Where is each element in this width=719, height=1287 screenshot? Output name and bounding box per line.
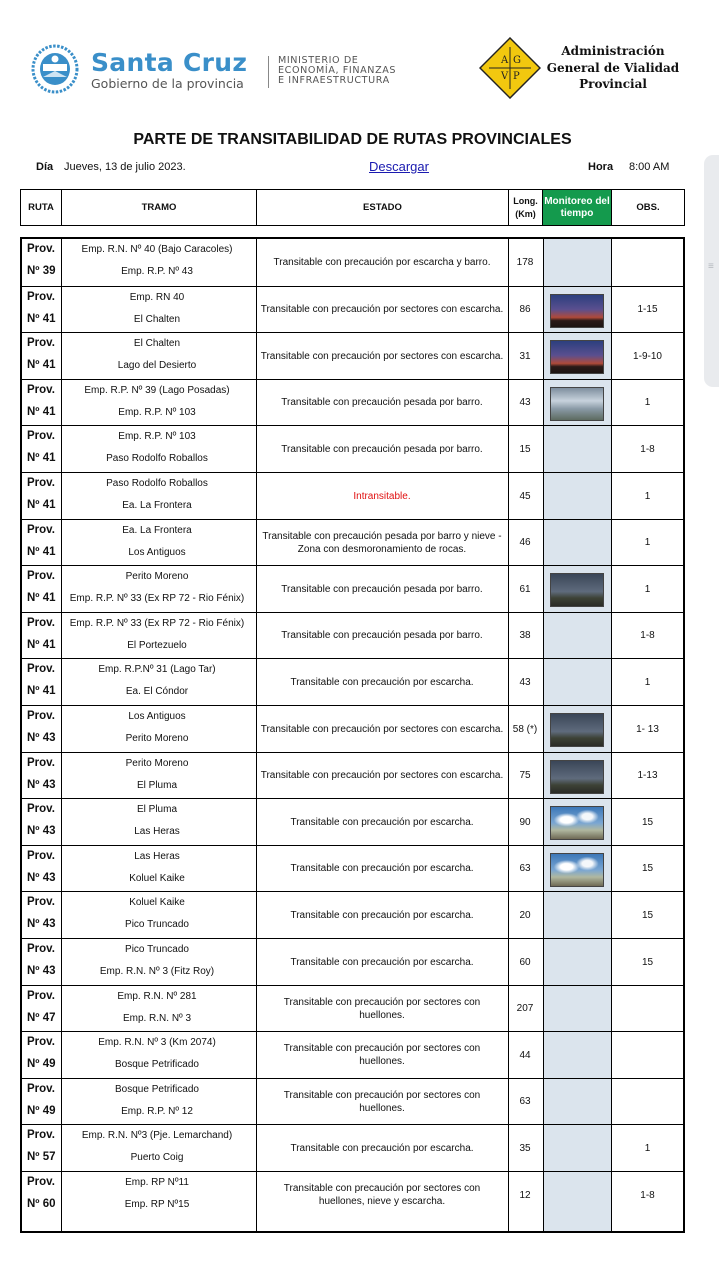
table-row [22,891,683,938]
table-row [22,798,683,845]
weather-camera-thumbnail[interactable] [550,806,604,840]
segment-to: Emp. R.P. Nº 43 [121,266,193,277]
route-length: 44 [519,1049,531,1061]
table-row [22,472,683,519]
route-number: Nº 43 [27,778,56,791]
route-observations [612,239,683,285]
segment-to: Pico Truncado [125,919,189,931]
segment-to: Los Antiguos [128,546,186,558]
segment-to: Ea. El Cóndor [125,686,189,698]
segment-from: Koluel Kaike [129,897,185,909]
segment-from: Emp. R.N. Nº 3 (Km 2074) [98,1037,216,1049]
route-length: 61 [519,583,531,595]
route-status: Transitable con precaución por sectores con escarcha. [260,770,504,782]
route-number: Nº 47 [27,1011,56,1024]
route-number: Nº 41 [27,499,56,511]
grip-icon: ≡ [708,261,714,272]
segment-from: Emp. R.P. Nº 39 (Lago Posadas) [84,384,230,396]
route-length: 86 [519,304,531,316]
col-header-monitoreo [542,189,612,226]
segment-from: Las Heras [134,850,180,862]
route-status: Transitable con precaución por escarcha. [290,1142,474,1154]
col-header-long-line: Long. [513,195,538,206]
download-link[interactable]: Descargar [369,159,429,174]
route-length: 43 [519,397,531,409]
col-header-tramo: TRAMO [61,189,257,226]
agency-line: Administración [561,44,665,58]
route-status: Transitable con precaución pesada por barro. [281,397,483,409]
route-length: 12 [519,1189,531,1201]
route-number: Nº 41 [27,638,56,651]
table-row [22,565,683,612]
route-observations [612,1032,683,1078]
segment-to: Puerto Coig [130,1152,184,1164]
route-number: Nº 41 [27,405,56,418]
table-row [22,658,683,705]
segment-from: Emp. R.P. Nº 103 [118,431,196,443]
route-number: Nº 41 [27,312,56,325]
route-observations: 1-9-10 [633,350,662,362]
route-prov: Prov. [27,243,55,255]
col-header-ruta: RUTA [20,189,62,226]
segment-from: Emp. R.N. Nº 281 [117,990,197,1002]
route-prov: Prov. [27,896,55,909]
table-row [22,425,683,472]
route-prov: Prov. [27,803,55,816]
weather-camera-thumbnail[interactable] [550,760,604,794]
weather-camera-thumbnail[interactable] [550,387,604,421]
route-number: Nº 43 [27,918,56,931]
route-number: Nº 41 [27,592,56,605]
route-observations [612,1079,683,1125]
header-divider [268,56,269,88]
route-prov: Prov. [27,1176,55,1188]
route-observations: 15 [641,909,654,921]
segment-to: Lago del Desierto [117,360,197,372]
ministry-line: E INFRAESTRUCTURA [278,75,390,86]
route-length: 178 [516,256,534,268]
table-row [22,752,683,799]
route-length: 31 [519,350,531,362]
day-label: Día [36,161,54,173]
segment-from: Los Antiguos [128,711,186,722]
segment-to: Emp. R.N. Nº 3 [122,1012,192,1024]
route-status: Transitable con precaución por escarcha y barro. [273,256,491,268]
ministry-line: MINISTERIO DE [278,55,359,66]
route-number: Nº 43 [27,732,56,744]
segment-from: Emp. R.P. Nº 33 (Ex RP 72 - Rio Fénix) [69,617,245,629]
route-status: Transitable con precaución por escarcha. [290,676,474,688]
segment-from: Emp. R.P.Nº 31 (Lago Tar) [98,664,216,676]
route-observations: 1 [644,397,651,409]
agvp-letter: V [501,71,509,82]
route-number: Nº 43 [27,825,56,838]
route-length: 75 [519,770,531,782]
route-length: 60 [519,956,531,968]
route-prov: Prov. [27,710,55,722]
route-number: Nº 60 [27,1198,56,1210]
route-status: Transitable con precaución por escarcha. [290,816,474,828]
col-header-monitoreo-line: tiempo [560,207,594,219]
table-row [22,938,683,985]
weather-camera-thumbnail[interactable] [550,294,604,328]
route-prov: Prov. [27,570,55,583]
route-prov: Prov. [27,477,55,489]
ministry-line: ECONOMÍA, FINANZAS [278,65,397,76]
segment-from: Perito Moreno [125,571,189,583]
route-observations: 1-8 [640,443,655,455]
route-prov: Prov. [27,290,55,303]
route-status: Transitable con precaución pesada por barro y nieve - Zona con desmoronamiento de rocas. [262,530,502,555]
route-status: Transitable con precaución pesada por barro. [281,443,483,455]
weather-camera-thumbnail[interactable] [550,713,604,747]
route-observations: 1 [644,583,651,595]
report-title: PARTE DE TRANSITABILIDAD DE RUTAS PROVINCIALES [133,131,572,148]
col-header-obs: OBS. [611,189,685,226]
segment-from: Ea. La Frontera [122,524,192,536]
route-prov: Prov. [27,756,55,769]
route-status: Transitable con precaución por escarcha. [290,956,474,968]
route-number: Nº 41 [27,545,56,558]
route-prov: Prov. [27,663,55,676]
segment-to: El Portezuelo [127,639,187,651]
segment-to: Ea. La Frontera [122,500,192,511]
org-subtitle: Gobierno de la provincia [91,76,244,91]
table-row [22,379,683,426]
route-length: 207 [516,1003,534,1015]
route-number: Nº 41 [27,452,56,465]
day-value: Jueves, 13 de julio 2023. [64,161,186,173]
route-status: Transitable con precaución por sectores con huellones. [283,1043,481,1068]
route-prov: Prov. [27,1129,55,1142]
route-observations [612,986,683,1032]
route-observations: 1-8 [640,630,655,642]
route-status: Transitable con precaución pesada por barro. [281,583,483,595]
segment-from: Bosque Petrificado [115,1083,199,1095]
route-status: Transitable con precaución por sectores con escarcha. [260,304,504,316]
agency-line: Provincial [579,77,647,91]
route-prov: Prov. [27,383,55,396]
route-length: 43 [519,676,531,688]
table-row [22,985,683,1032]
segment-from: Emp. R.N. Nº 40 (Bajo Caracoles) [81,244,233,255]
route-observations: 15 [641,816,654,828]
col-header-monitoreo-line: Monitoreo del [544,195,610,207]
segment-from: Perito Moreno [125,757,189,769]
table-row [22,1124,683,1171]
route-status: Transitable con precaución por sectores con escarcha. [260,723,504,735]
agvp-letter: A [501,55,509,66]
santa-cruz-emblem-icon [31,44,79,94]
route-status: Transitable con precaución por escarcha. [290,863,474,875]
route-length: 15 [519,443,531,455]
route-observations: 1 [644,490,651,502]
table-row [22,332,683,379]
table-row [22,1031,683,1078]
col-header-estado: ESTADO [256,189,509,226]
table-row [22,1171,683,1218]
route-observations: 1 [644,676,651,688]
route-observations: 1-15 [637,304,658,316]
route-observations: 1-13 [637,770,658,782]
route-length: 35 [519,1142,531,1154]
col-header-long-line: (Km) [515,208,536,219]
segment-from: El Chalten [133,338,181,350]
segment-to: Emp. R.P. Nº 12 [121,1105,193,1117]
route-status: Transitable con precaución por escarcha. [290,909,474,921]
segment-to: El Chalten [133,313,181,325]
segment-to: Emp. R.P. Nº 33 (Ex RP 72 - Rio Fénix) [69,593,245,605]
table-row [22,286,683,333]
agvp-logo-icon [479,37,541,99]
route-number: Nº 41 [27,359,56,372]
agency-name [544,43,682,93]
route-status: Transitable con precaución por sectores con huellones. [283,1089,481,1114]
table-row [22,845,683,892]
hour-value: 8:00 AM [629,161,670,173]
route-number: Nº 49 [27,1104,56,1117]
route-status: Transitable con precaución por sectores con huellones. [283,996,481,1021]
route-number: Nº 57 [27,1151,56,1164]
table-row [22,612,683,659]
route-observations: 15 [641,863,654,875]
route-number: Nº 41 [27,685,56,698]
route-length: 38 [519,630,531,642]
segment-to: Bosque Petrificado [115,1059,199,1071]
route-length: 46 [519,537,531,549]
route-length: 90 [519,816,531,828]
segment-to: Perito Moreno [125,733,189,744]
segment-to: Emp. R.P. Nº 103 [118,406,196,418]
segment-from: Pico Truncado [125,944,189,955]
table-row [22,519,683,566]
route-status: Transitable con precaución por sectores con huellones, nieve y escarcha. [283,1183,481,1207]
segment-from: Emp. RP Nº11 [125,1177,189,1188]
route-prov: Prov. [27,337,55,350]
route-length: 58 (*) [512,723,538,735]
route-status: Intransitable. [353,490,411,502]
segment-to: El Pluma [136,779,177,791]
weather-camera-thumbnail[interactable] [550,340,604,374]
hour-label: Hora [588,161,614,173]
weather-camera-thumbnail[interactable] [550,853,604,887]
route-prov: Prov. [27,1082,55,1095]
route-prov: Prov. [27,616,55,629]
agency-line: General de Vialidad [546,60,680,75]
table-row [22,1078,683,1125]
route-number: Nº 39 [27,265,56,277]
route-number: Nº 49 [27,1058,56,1071]
route-observations: 1 [644,537,651,549]
segment-to: Emp. R.N. Nº 3 (Fitz Roy) [99,966,215,977]
route-observations: 1 [644,1142,651,1154]
org-name: Santa Cruz [91,48,248,77]
segment-to: Paso Rodolfo Roballos [106,453,208,465]
route-prov: Prov. [27,849,55,862]
route-length: 63 [519,1096,531,1108]
route-prov: Prov. [27,523,55,536]
segment-to: Koluel Kaike [129,872,185,884]
route-length: 63 [519,863,531,875]
route-observations: 1-8 [640,1189,655,1201]
route-prov: Prov. [27,989,55,1002]
segment-to: Las Heras [134,826,180,838]
route-prov: Prov. [27,430,55,443]
route-status: Transitable con precaución pesada por barro. [281,630,483,642]
segment-from: Emp. R.N. Nº3 (Pje. Lemarchand) [81,1130,233,1142]
route-prov: Prov. [27,1036,55,1049]
segment-to: Emp. RP Nº15 [124,1199,190,1210]
segment-from: El Pluma [136,804,177,816]
agvp-letter: P [513,71,520,82]
col-header-long [508,189,543,226]
table-row [22,705,683,752]
table-row [22,239,683,286]
route-observations: 1- 13 [636,723,659,735]
weather-camera-thumbnail[interactable] [550,573,604,607]
route-number: Nº 43 [27,965,56,977]
route-prov: Prov. [27,943,55,955]
agvp-letter: G [513,55,521,66]
segment-from: Emp. RN 40 [129,291,185,303]
ministry-name [278,56,396,86]
segment-from: Paso Rodolfo Roballos [106,478,208,489]
route-observations: 15 [641,956,654,968]
route-length: 20 [519,909,531,921]
route-status: Transitable con precaución por sectores con escarcha. [260,350,504,362]
route-number: Nº 43 [27,871,56,884]
route-length: 45 [519,490,531,502]
